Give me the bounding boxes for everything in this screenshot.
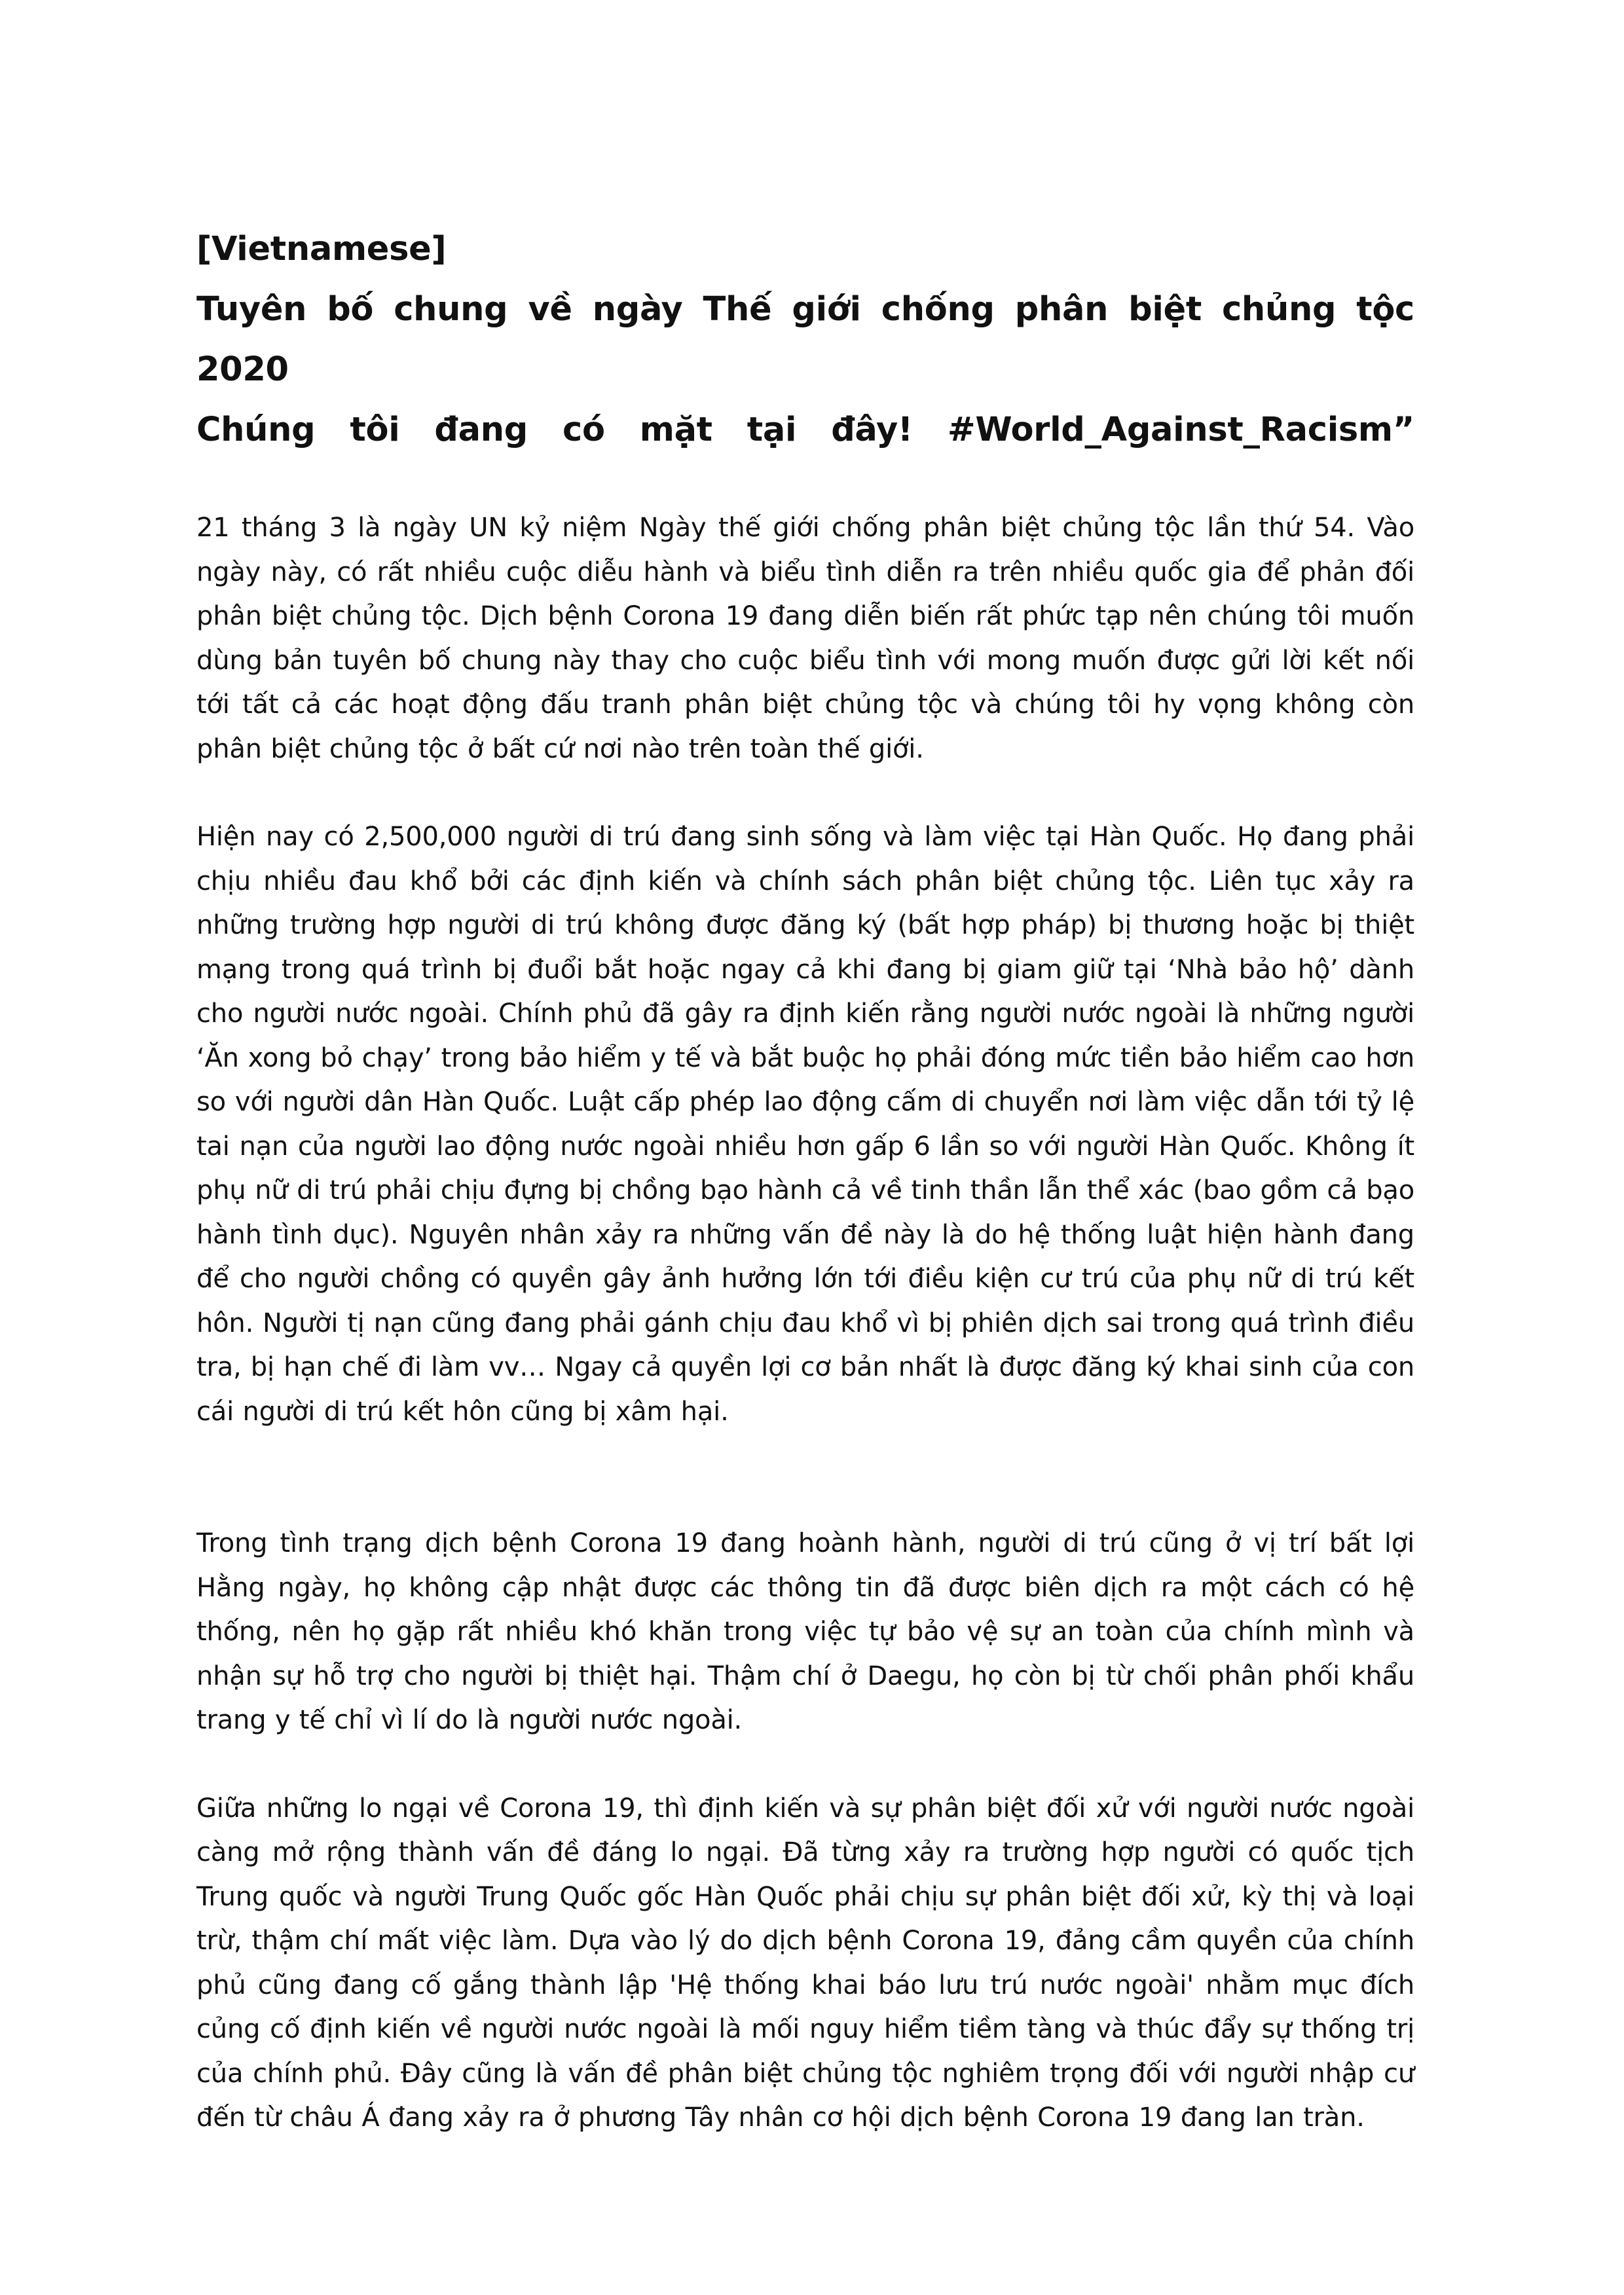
paragraph-2: Hiện nay có 2,500,000 người di trú đang sinh sống và làm việc tại Hàn Quốc. Họ đang phải chịu nhiều đau khổ bởi các định kiến và chính sách phân biệt chủng tộc. Liên tục xảy ra những trường hợp người di trú không được đăng ký (bất hợp pháp) bị thương hoặc bị thiệt mạng trong quá trình bị đuổi bắt hoặc ngay cả khi đang bị giam giữ tại ‘Nhà bảo hộ’ dành cho người nước ngoài. Chính phủ đã gây ra định kiến rằng người nước ngoài là những người ‘Ăn xong bỏ chạy’ trong bảo hiểm y tế và bắt buộc họ phải đóng mức tiền bảo hiểm cao hơn so với người dân Hàn Quốc. Luật cấp phép lao động cấm di chuyển nơi làm việc dẫn tới tỷ lệ tai nạn của người lao động nước ngoài nhiều hơn gấp 6 lần so với người Hàn Quốc. Không ít phụ nữ di trú phải chịu đựng bị chồng bạo hành cả về tinh thần lẫn thể xác (bao gồm cả bạo hành tình dục). Nguyên nhân xảy ra những vấn đề này là do hệ thống luật hiện hành đang để cho người chồng có quyền gây ảnh hưởng lớn tới điều kiện cư trú của phụ nữ di trú kết hôn. Người tị nạn cũng đang phải gánh chịu đau khổ vì bị phiên dịch sai trong quá trình điều tra, bị hạn chế đi làm vv… Ngay cả quyền lợi cơ bản nhất là được đăng ký khai sinh của con cái người di trú kết hôn cũng bị xâm hại. [196, 822, 1414, 1427]
title-line-1: Tuyên bố chung về ngày Thế giới chống phân biệt chủng tộc 2020 [196, 290, 1414, 389]
title-line-2: Chúng tôi đang có mặt tại đây! #World_Against_Racism” [196, 411, 1414, 449]
paragraph-4: Giữa những lo ngại về Corona 19, thì định kiến và sự phân biệt đối xử với người nước ngoài càng mở rộng thành vấn đề đáng lo ngại. Đã từng xảy ra trường hợp người có quốc tịch Trung quốc và người Trung Quốc gốc Hàn Quốc phải chịu sự phân biệt đối xử, kỳ thị và loại trừ, thậm chí mất việc làm. Dựa vào lý do dịch bệnh Corona 19, đảng cầm quyền của chính phủ cũng đang cố gắng thành lập 'Hệ thống khai báo lưu trú nước ngoài' nhằm mục đích củng cố định kiến về người nước ngoài là mối nguy hiểm tiềm tàng và thúc đẩy sự thống trị của chính phủ. Đây cũng là vấn đề phân biệt chủng tộc nghiêm trọng đối với người nhập cư đến từ châu Á đang xảy ra ở phương Tây nhân cơ hội dịch bệnh Corona 19 đang lan tràn. [196, 1793, 1414, 2133]
paragraph-1: 21 tháng 3 là ngày UN kỷ niệm Ngày thế giới chống phân biệt chủng tộc lần thứ 54. Vào ngày này, có rất nhiều cuộc diễu hành và biểu tình diễn ra trên nhiều quốc gia để phản đối phân biệt chủng tộc. Dịch bệnh Corona 19 đang diễn biến rất phức tạp nên chúng tôi muốn dùng bản tuyên bố chung này thay cho cuộc biểu tình với mong muốn được gửi lời kết nối tới tất cả các hoạt động đấu tranh phân biệt chủng tộc và chúng tôi hy vọng không còn phân biệt chủng tộc ở bất cứ nơi nào trên toàn thế giới. [196, 513, 1414, 764]
document-header [196, 219, 1414, 460]
document-content [196, 219, 1414, 2140]
paragraph-3: Trong tình trạng dịch bệnh Corona 19 đang hoành hành, người di trú cũng ở vị trí bất lợi Hằng ngày, họ không cập nhật được các thông tin đã được biên dịch ra một cách có hệ thống, nên họ gặp rất nhiều khó khăn trong việc tự bảo vệ sự an toàn của chính mình và nhận sự hỗ trợ cho người bị thiệt hại. Thậm chí ở Daegu, họ còn bị từ chối phân phối khẩu trang y tế chỉ vì lí do là người nước ngoài. [196, 1528, 1414, 1735]
language-tag: [Vietnamese] [196, 230, 447, 268]
